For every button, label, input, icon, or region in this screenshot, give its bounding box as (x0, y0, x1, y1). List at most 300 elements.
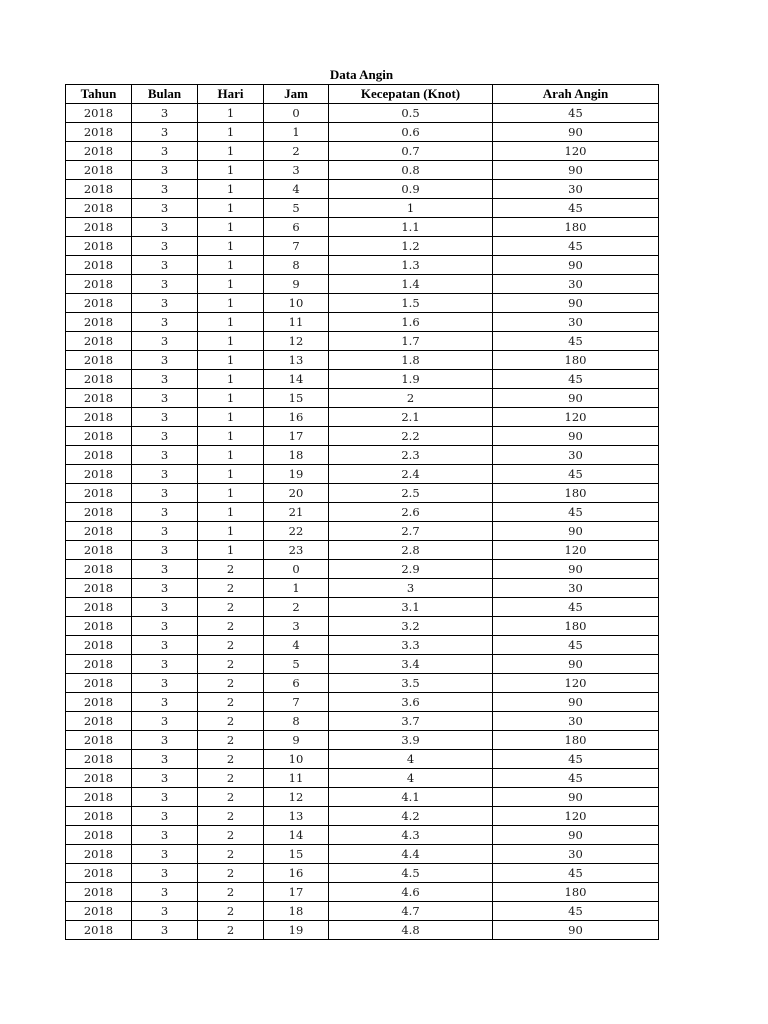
cell-tahun: 2018 (66, 845, 132, 864)
cell-bulan: 3 (132, 541, 198, 560)
cell-tahun: 2018 (66, 522, 132, 541)
cell-tahun: 2018 (66, 465, 132, 484)
cell-kecepatan: 1.8 (329, 351, 493, 370)
cell-hari: 1 (198, 427, 264, 446)
cell-bulan: 3 (132, 408, 198, 427)
cell-bulan: 3 (132, 712, 198, 731)
cell-kecepatan: 4 (329, 750, 493, 769)
cell-kecepatan: 4.4 (329, 845, 493, 864)
cell-hari: 1 (198, 180, 264, 199)
cell-hari: 2 (198, 883, 264, 902)
cell-tahun: 2018 (66, 294, 132, 313)
cell-kecepatan: 1.7 (329, 332, 493, 351)
cell-bulan: 3 (132, 104, 198, 123)
cell-bulan: 3 (132, 465, 198, 484)
header-hari: Hari (198, 85, 264, 104)
cell-arah-angin: 30 (493, 180, 659, 199)
table-row (66, 446, 659, 465)
cell-tahun: 2018 (66, 503, 132, 522)
cell-hari: 2 (198, 750, 264, 769)
cell-jam: 12 (264, 788, 329, 807)
header-tahun: Tahun (66, 85, 132, 104)
cell-bulan: 3 (132, 598, 198, 617)
cell-arah-angin: 90 (493, 788, 659, 807)
cell-kecepatan: 3.2 (329, 617, 493, 636)
cell-kecepatan: 2.5 (329, 484, 493, 503)
table-row (66, 883, 659, 902)
table-row (66, 313, 659, 332)
cell-arah-angin: 30 (493, 275, 659, 294)
cell-arah-angin: 90 (493, 123, 659, 142)
cell-tahun: 2018 (66, 142, 132, 161)
cell-tahun: 2018 (66, 427, 132, 446)
cell-hari: 1 (198, 104, 264, 123)
cell-kecepatan: 4.1 (329, 788, 493, 807)
cell-bulan: 3 (132, 921, 198, 940)
cell-arah-angin: 45 (493, 332, 659, 351)
cell-tahun: 2018 (66, 807, 132, 826)
cell-hari: 2 (198, 617, 264, 636)
cell-bulan: 3 (132, 883, 198, 902)
cell-kecepatan: 2.3 (329, 446, 493, 465)
cell-jam: 17 (264, 427, 329, 446)
cell-hari: 2 (198, 921, 264, 940)
table-row (66, 161, 659, 180)
cell-jam: 7 (264, 237, 329, 256)
table-row (66, 807, 659, 826)
cell-hari: 2 (198, 845, 264, 864)
cell-tahun: 2018 (66, 788, 132, 807)
cell-kecepatan: 2.7 (329, 522, 493, 541)
cell-jam: 12 (264, 332, 329, 351)
cell-kecepatan: 1 (329, 199, 493, 218)
cell-hari: 1 (198, 465, 264, 484)
cell-bulan: 3 (132, 389, 198, 408)
cell-jam: 1 (264, 579, 329, 598)
cell-hari: 2 (198, 674, 264, 693)
cell-arah-angin: 45 (493, 104, 659, 123)
cell-jam: 19 (264, 921, 329, 940)
cell-arah-angin: 45 (493, 237, 659, 256)
cell-hari: 1 (198, 389, 264, 408)
cell-bulan: 3 (132, 484, 198, 503)
cell-hari: 2 (198, 788, 264, 807)
cell-arah-angin: 45 (493, 465, 659, 484)
cell-tahun: 2018 (66, 826, 132, 845)
cell-tahun: 2018 (66, 921, 132, 940)
table-title: Data Angin (329, 67, 394, 82)
header-bulan: Bulan (132, 85, 198, 104)
cell-bulan: 3 (132, 351, 198, 370)
cell-tahun: 2018 (66, 864, 132, 883)
table-row (66, 598, 659, 617)
cell-jam: 13 (264, 351, 329, 370)
table-row (66, 237, 659, 256)
cell-tahun: 2018 (66, 769, 132, 788)
cell-arah-angin: 120 (493, 674, 659, 693)
cell-jam: 13 (264, 807, 329, 826)
cell-bulan: 3 (132, 864, 198, 883)
cell-jam: 17 (264, 883, 329, 902)
table-body (66, 104, 659, 940)
cell-kecepatan: 3.9 (329, 731, 493, 750)
cell-jam: 15 (264, 845, 329, 864)
cell-kecepatan: 3.4 (329, 655, 493, 674)
cell-hari: 1 (198, 161, 264, 180)
cell-tahun: 2018 (66, 636, 132, 655)
cell-arah-angin: 180 (493, 883, 659, 902)
cell-jam: 2 (264, 142, 329, 161)
cell-tahun: 2018 (66, 332, 132, 351)
cell-hari: 2 (198, 902, 264, 921)
cell-jam: 2 (264, 598, 329, 617)
cell-jam: 14 (264, 826, 329, 845)
cell-hari: 1 (198, 237, 264, 256)
table-row (66, 275, 659, 294)
table-row (66, 636, 659, 655)
table-row (66, 674, 659, 693)
cell-arah-angin: 180 (493, 218, 659, 237)
cell-bulan: 3 (132, 579, 198, 598)
cell-kecepatan: 2.2 (329, 427, 493, 446)
cell-kecepatan: 4.3 (329, 826, 493, 845)
cell-kecepatan: 4.8 (329, 921, 493, 940)
cell-arah-angin: 45 (493, 864, 659, 883)
cell-bulan: 3 (132, 693, 198, 712)
cell-arah-angin: 90 (493, 655, 659, 674)
cell-arah-angin: 90 (493, 921, 659, 940)
table-header-row (66, 85, 659, 104)
cell-jam: 7 (264, 693, 329, 712)
table-row (66, 408, 659, 427)
cell-bulan: 3 (132, 845, 198, 864)
cell-bulan: 3 (132, 750, 198, 769)
cell-arah-angin: 180 (493, 351, 659, 370)
cell-kecepatan: 0.7 (329, 142, 493, 161)
cell-tahun: 2018 (66, 731, 132, 750)
cell-bulan: 3 (132, 446, 198, 465)
cell-jam: 4 (264, 636, 329, 655)
cell-tahun: 2018 (66, 237, 132, 256)
cell-bulan: 3 (132, 237, 198, 256)
cell-tahun: 2018 (66, 541, 132, 560)
table-row (66, 560, 659, 579)
cell-jam: 8 (264, 256, 329, 275)
cell-hari: 1 (198, 256, 264, 275)
cell-hari: 1 (198, 484, 264, 503)
cell-tahun: 2018 (66, 199, 132, 218)
cell-arah-angin: 180 (493, 484, 659, 503)
table-row (66, 332, 659, 351)
cell-hari: 1 (198, 142, 264, 161)
table-row (66, 218, 659, 237)
cell-arah-angin: 90 (493, 693, 659, 712)
cell-kecepatan: 2.4 (329, 465, 493, 484)
cell-kecepatan: 1.1 (329, 218, 493, 237)
cell-tahun: 2018 (66, 275, 132, 294)
cell-hari: 2 (198, 636, 264, 655)
cell-jam: 3 (264, 617, 329, 636)
cell-bulan: 3 (132, 636, 198, 655)
cell-hari: 2 (198, 712, 264, 731)
cell-arah-angin: 90 (493, 161, 659, 180)
cell-kecepatan: 3.7 (329, 712, 493, 731)
cell-jam: 11 (264, 313, 329, 332)
cell-tahun: 2018 (66, 712, 132, 731)
cell-kecepatan: 4 (329, 769, 493, 788)
cell-bulan: 3 (132, 788, 198, 807)
header-kecepatan: Kecepatan (Knot) (329, 85, 493, 104)
table-row (66, 104, 659, 123)
cell-hari: 2 (198, 807, 264, 826)
cell-kecepatan: 0.8 (329, 161, 493, 180)
cell-hari: 1 (198, 199, 264, 218)
table-row (66, 579, 659, 598)
cell-arah-angin: 30 (493, 712, 659, 731)
cell-arah-angin: 120 (493, 142, 659, 161)
cell-hari: 1 (198, 218, 264, 237)
cell-tahun: 2018 (66, 484, 132, 503)
cell-kecepatan: 1.4 (329, 275, 493, 294)
cell-kecepatan: 2 (329, 389, 493, 408)
table-row (66, 199, 659, 218)
cell-bulan: 3 (132, 161, 198, 180)
cell-bulan: 3 (132, 560, 198, 579)
cell-hari: 2 (198, 826, 264, 845)
table-row (66, 655, 659, 674)
cell-bulan: 3 (132, 275, 198, 294)
cell-jam: 14 (264, 370, 329, 389)
table-row (66, 389, 659, 408)
cell-jam: 5 (264, 199, 329, 218)
cell-hari: 1 (198, 313, 264, 332)
cell-hari: 1 (198, 351, 264, 370)
table-row (66, 750, 659, 769)
header-arah-angin: Arah Angin (493, 85, 659, 104)
table-row (66, 617, 659, 636)
cell-jam: 21 (264, 503, 329, 522)
cell-jam: 4 (264, 180, 329, 199)
cell-kecepatan: 4.6 (329, 883, 493, 902)
table-row (66, 712, 659, 731)
cell-arah-angin: 90 (493, 389, 659, 408)
cell-kecepatan: 1.9 (329, 370, 493, 389)
cell-hari: 2 (198, 579, 264, 598)
cell-bulan: 3 (132, 199, 198, 218)
cell-kecepatan: 1.6 (329, 313, 493, 332)
cell-hari: 1 (198, 503, 264, 522)
cell-kecepatan: 0.6 (329, 123, 493, 142)
cell-jam: 22 (264, 522, 329, 541)
table-row (66, 541, 659, 560)
cell-jam: 16 (264, 408, 329, 427)
cell-arah-angin: 45 (493, 598, 659, 617)
cell-tahun: 2018 (66, 617, 132, 636)
cell-kecepatan: 2.1 (329, 408, 493, 427)
cell-kecepatan: 1.5 (329, 294, 493, 313)
cell-tahun: 2018 (66, 750, 132, 769)
cell-hari: 1 (198, 408, 264, 427)
cell-jam: 9 (264, 731, 329, 750)
table-row (66, 864, 659, 883)
cell-tahun: 2018 (66, 351, 132, 370)
table-row (66, 503, 659, 522)
table-row (66, 788, 659, 807)
cell-kecepatan: 1.3 (329, 256, 493, 275)
cell-arah-angin: 180 (493, 617, 659, 636)
cell-jam: 20 (264, 484, 329, 503)
cell-bulan: 3 (132, 617, 198, 636)
cell-jam: 5 (264, 655, 329, 674)
table-row (66, 351, 659, 370)
header-jam: Jam (264, 85, 329, 104)
cell-tahun: 2018 (66, 579, 132, 598)
cell-tahun: 2018 (66, 674, 132, 693)
cell-bulan: 3 (132, 902, 198, 921)
cell-bulan: 3 (132, 218, 198, 237)
table-row (66, 465, 659, 484)
table-row (66, 142, 659, 161)
cell-tahun: 2018 (66, 104, 132, 123)
cell-hari: 1 (198, 370, 264, 389)
cell-kecepatan: 2.9 (329, 560, 493, 579)
cell-bulan: 3 (132, 427, 198, 446)
cell-tahun: 2018 (66, 389, 132, 408)
cell-bulan: 3 (132, 769, 198, 788)
cell-arah-angin: 45 (493, 902, 659, 921)
cell-arah-angin: 90 (493, 826, 659, 845)
cell-jam: 0 (264, 104, 329, 123)
cell-bulan: 3 (132, 807, 198, 826)
cell-hari: 1 (198, 294, 264, 313)
cell-bulan: 3 (132, 313, 198, 332)
cell-tahun: 2018 (66, 313, 132, 332)
cell-hari: 1 (198, 123, 264, 142)
cell-bulan: 3 (132, 332, 198, 351)
cell-tahun: 2018 (66, 598, 132, 617)
cell-arah-angin: 45 (493, 199, 659, 218)
cell-jam: 19 (264, 465, 329, 484)
cell-arah-angin: 45 (493, 370, 659, 389)
cell-kecepatan: 1.2 (329, 237, 493, 256)
table-row (66, 180, 659, 199)
cell-jam: 6 (264, 218, 329, 237)
cell-kecepatan: 0.5 (329, 104, 493, 123)
cell-jam: 11 (264, 769, 329, 788)
cell-kecepatan: 4.7 (329, 902, 493, 921)
cell-bulan: 3 (132, 180, 198, 199)
table-row (66, 693, 659, 712)
table-row (66, 845, 659, 864)
cell-hari: 1 (198, 275, 264, 294)
cell-jam: 23 (264, 541, 329, 560)
cell-kecepatan: 0.9 (329, 180, 493, 199)
cell-hari: 2 (198, 693, 264, 712)
cell-kecepatan: 3.1 (329, 598, 493, 617)
cell-jam: 6 (264, 674, 329, 693)
cell-tahun: 2018 (66, 408, 132, 427)
cell-hari: 1 (198, 446, 264, 465)
cell-hari: 2 (198, 655, 264, 674)
cell-arah-angin: 180 (493, 731, 659, 750)
cell-bulan: 3 (132, 294, 198, 313)
cell-arah-angin: 90 (493, 427, 659, 446)
cell-arah-angin: 90 (493, 294, 659, 313)
cell-bulan: 3 (132, 256, 198, 275)
table-row (66, 921, 659, 940)
cell-arah-angin: 30 (493, 446, 659, 465)
table-row (66, 902, 659, 921)
cell-hari: 2 (198, 598, 264, 617)
cell-tahun: 2018 (66, 560, 132, 579)
cell-jam: 9 (264, 275, 329, 294)
table-row (66, 769, 659, 788)
cell-jam: 1 (264, 123, 329, 142)
cell-kecepatan: 3.5 (329, 674, 493, 693)
cell-arah-angin: 30 (493, 313, 659, 332)
cell-hari: 2 (198, 560, 264, 579)
cell-kecepatan: 3 (329, 579, 493, 598)
cell-jam: 3 (264, 161, 329, 180)
cell-hari: 2 (198, 769, 264, 788)
wind-data-table (65, 84, 659, 940)
cell-hari: 2 (198, 864, 264, 883)
table-row (66, 826, 659, 845)
cell-arah-angin: 90 (493, 256, 659, 275)
cell-tahun: 2018 (66, 180, 132, 199)
table-row (66, 294, 659, 313)
cell-bulan: 3 (132, 522, 198, 541)
cell-arah-angin: 120 (493, 807, 659, 826)
cell-kecepatan: 4.2 (329, 807, 493, 826)
cell-arah-angin: 45 (493, 636, 659, 655)
cell-kecepatan: 2.6 (329, 503, 493, 522)
cell-tahun: 2018 (66, 218, 132, 237)
cell-jam: 18 (264, 902, 329, 921)
cell-bulan: 3 (132, 674, 198, 693)
cell-tahun: 2018 (66, 693, 132, 712)
table-row (66, 427, 659, 446)
cell-jam: 10 (264, 750, 329, 769)
cell-hari: 1 (198, 332, 264, 351)
cell-tahun: 2018 (66, 161, 132, 180)
cell-jam: 15 (264, 389, 329, 408)
cell-tahun: 2018 (66, 902, 132, 921)
cell-hari: 2 (198, 731, 264, 750)
cell-arah-angin: 45 (493, 503, 659, 522)
table-row (66, 370, 659, 389)
cell-bulan: 3 (132, 123, 198, 142)
cell-tahun: 2018 (66, 370, 132, 389)
cell-hari: 1 (198, 541, 264, 560)
cell-tahun: 2018 (66, 655, 132, 674)
cell-kecepatan: 3.6 (329, 693, 493, 712)
cell-jam: 8 (264, 712, 329, 731)
cell-bulan: 3 (132, 503, 198, 522)
table-row (66, 256, 659, 275)
table-row (66, 522, 659, 541)
cell-arah-angin: 30 (493, 845, 659, 864)
cell-jam: 10 (264, 294, 329, 313)
cell-kecepatan: 4.5 (329, 864, 493, 883)
cell-tahun: 2018 (66, 256, 132, 275)
cell-bulan: 3 (132, 370, 198, 389)
cell-tahun: 2018 (66, 446, 132, 465)
cell-arah-angin: 120 (493, 541, 659, 560)
cell-bulan: 3 (132, 826, 198, 845)
cell-bulan: 3 (132, 655, 198, 674)
table-row (66, 123, 659, 142)
